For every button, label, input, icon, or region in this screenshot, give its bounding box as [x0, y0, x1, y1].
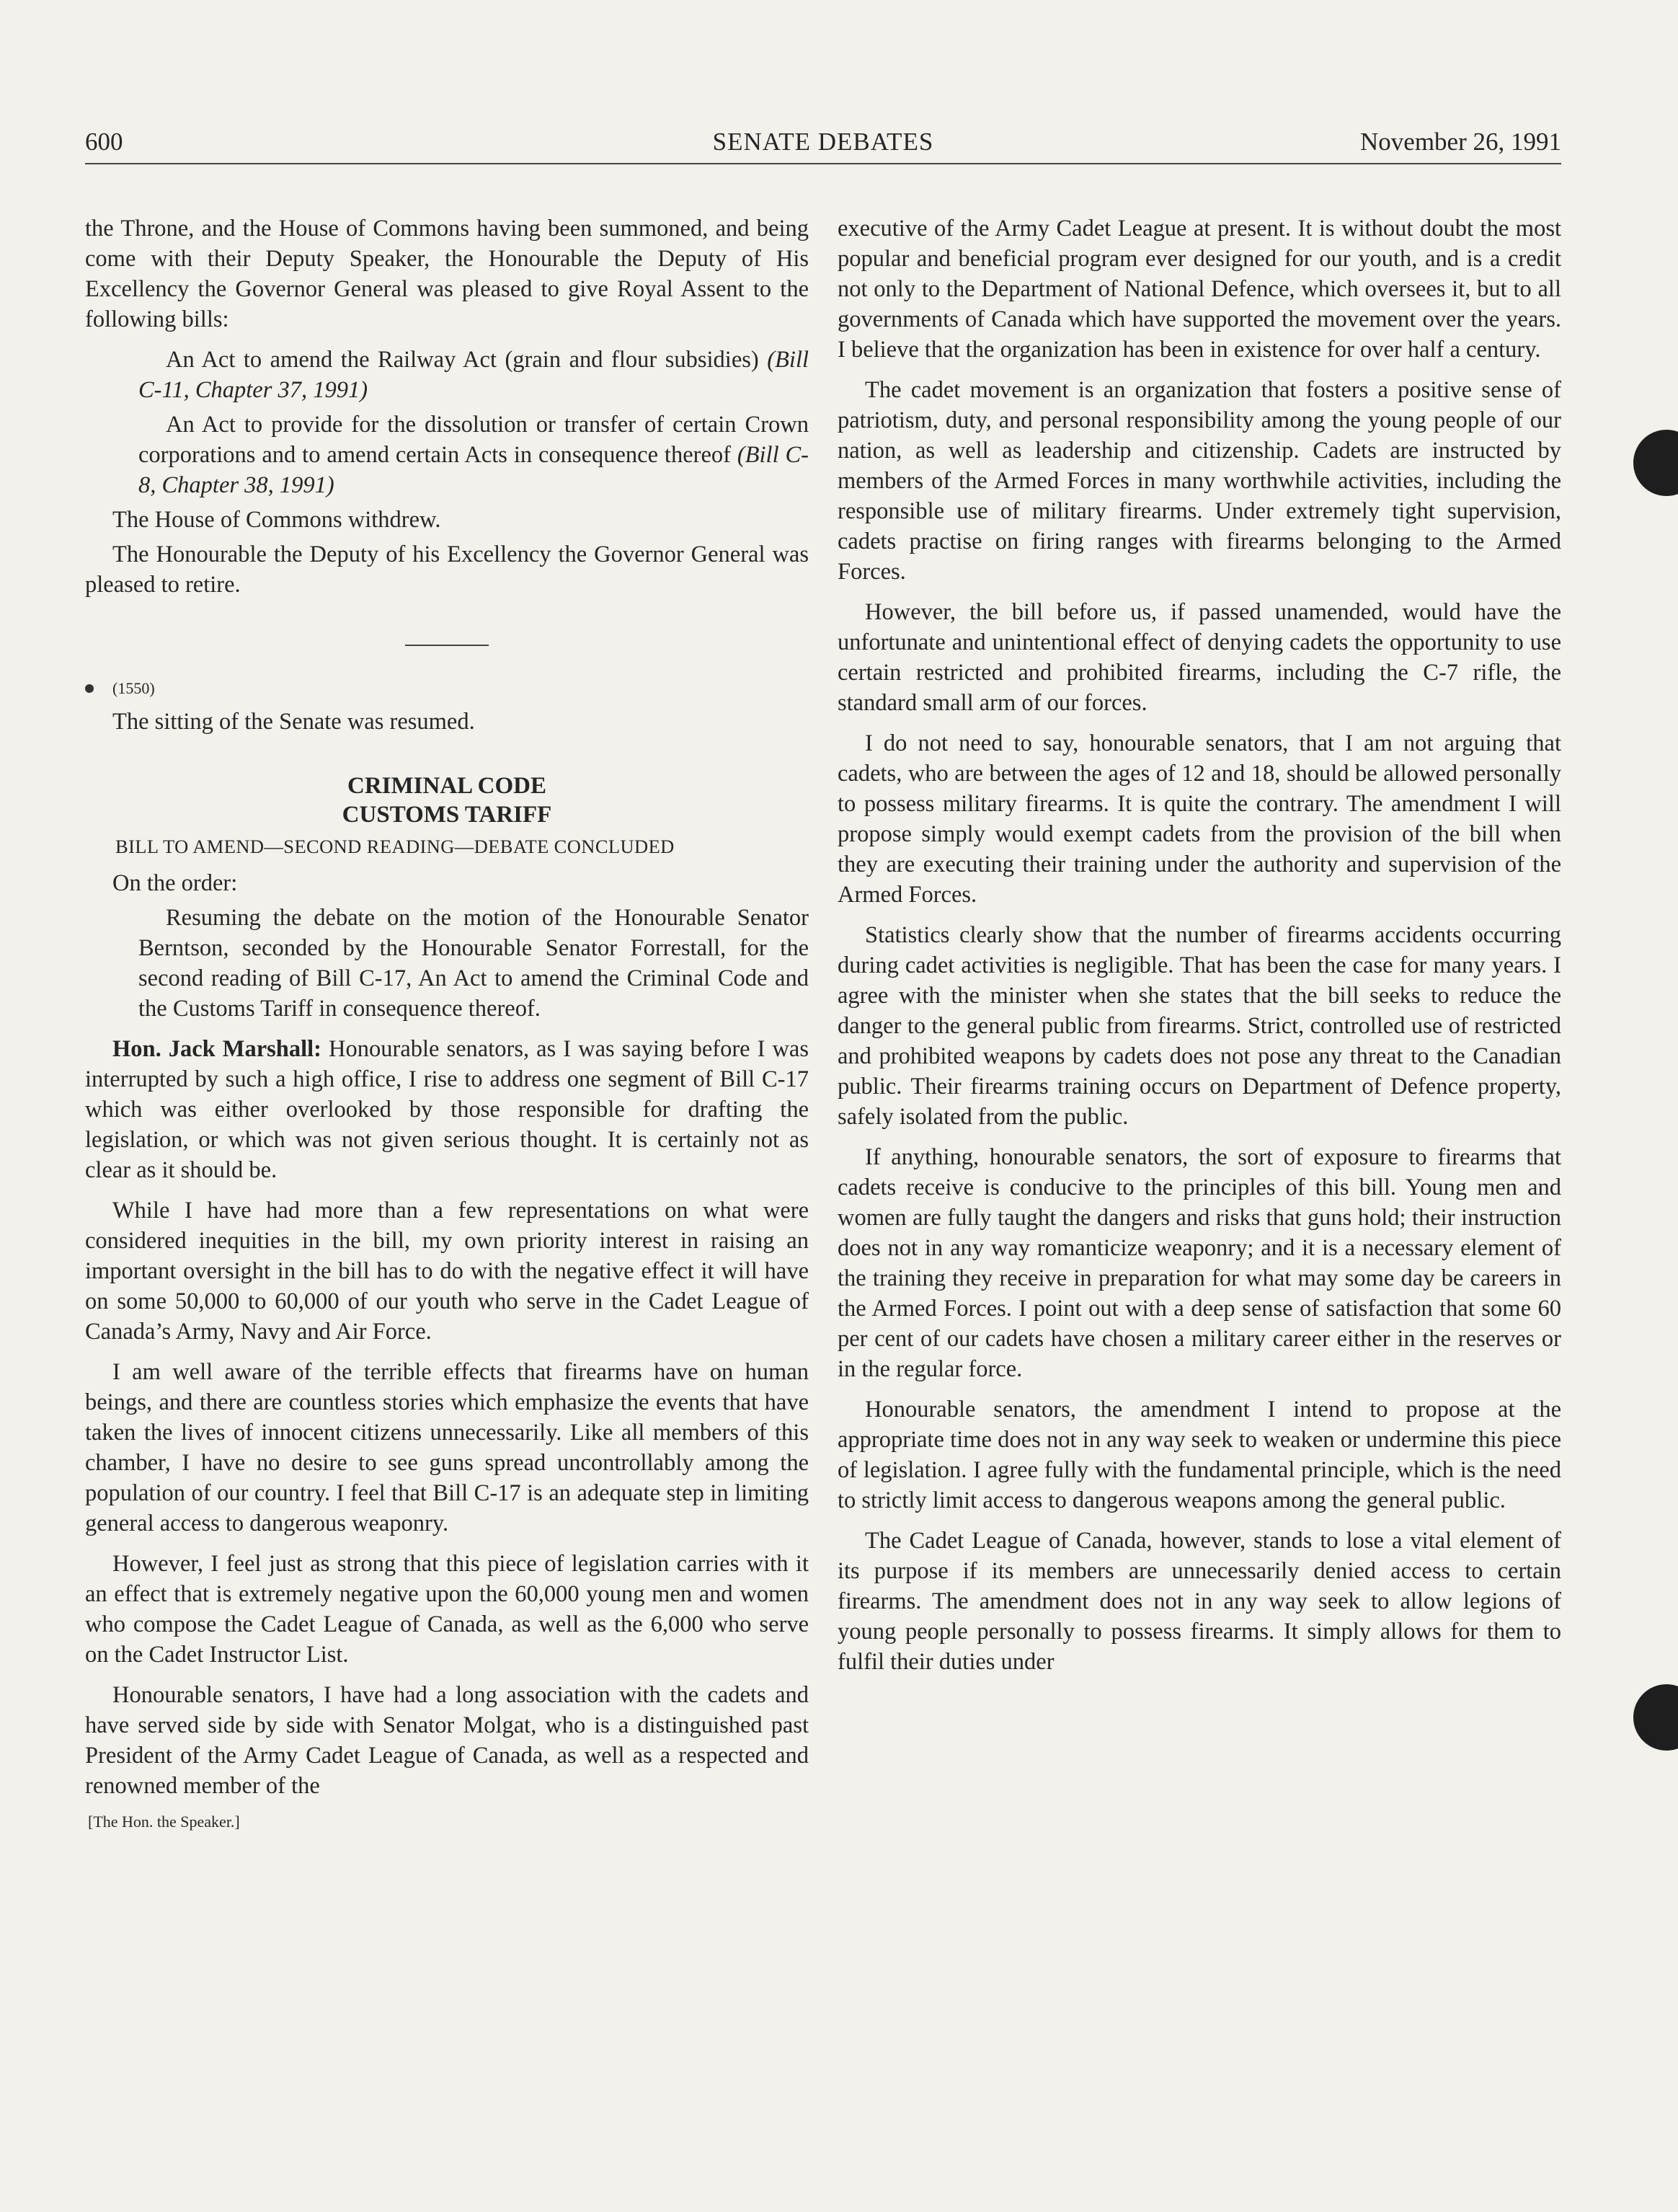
- motion-text: Resuming the debate on the motion of the Honourable Senator Berntson, seconded by the Honourable Senator Forrestall, for the second reading of Bill C-17, An Act to amend the Criminal Code and the Customs Tariff in consequence thereof.: [138, 905, 809, 1022]
- header-rule: [85, 163, 1561, 164]
- speaker-name: Hon. Jack Marshall:: [112, 1036, 321, 1062]
- page-header: [85, 124, 1561, 160]
- publication-title: SENATE DEBATES: [712, 128, 934, 156]
- paragraph: [85, 1034, 809, 1185]
- bill-title: An Act to amend the Railway Act (grain and flour subsidies): [166, 347, 768, 373]
- paragraph: I do not need to say, honourable senators, that I am not arguing that cadets, who are between the ages of 12 and 18, should be allowed personally to possess military firearms. It is quite the contrary. The amendment I will propose simply would exempt cadets from the provision of the bill when they are executing their training under the authority and supervision of the Armed Forces.: [838, 730, 1561, 908]
- paragraph: On the order:: [112, 870, 238, 896]
- publication-date: November 26, 1991: [1360, 128, 1561, 156]
- bill-reference: (Bill C-8, Chapter 38, 1991): [138, 442, 809, 498]
- section-subheading: BILL TO AMEND—SECOND READING—DEBATE CONCLUDED: [115, 836, 675, 857]
- paragraph: The Cadet League of Canada, however, stands to lose a vital element of its purpose if its members are unnecessarily denied access to certain firearms. The amendment does not in any way seek to allow legions of young people personally to possess firearms. It simply allows for them to fulfil their duties under: [838, 1528, 1561, 1675]
- bullet-icon: [85, 684, 94, 693]
- page-footer: [The Hon. the Speaker.]: [88, 1813, 240, 1831]
- binder-hole: [1633, 430, 1678, 496]
- time-stamp-text: (1550): [112, 679, 155, 697]
- bill-reference: (Bill C-11, Chapter 37, 1991): [138, 347, 809, 403]
- paragraph: However, the bill before us, if passed unamended, would have the unfortunate and unintentional effect of denying cadets the opportunity to use certain restricted and prohibited firearms, including the C-7 rifle, the standard small arm of our forces.: [838, 599, 1561, 716]
- speech-text: Honourable senators, as I was saying before I was interrupted by such a high office, I rise to address one segment of Bill C-17 which was either overlooked by those responsible for drafting the legislation, or which was not given serious thought. It is certainly not as clear as it should be.: [85, 1036, 809, 1183]
- page-number: 600: [85, 128, 123, 156]
- section-heading: CUSTOMS TARIFF: [342, 802, 552, 828]
- paragraph: The Honourable the Deputy of his Excellency the Governor General was pleased to retire.: [85, 541, 809, 598]
- paragraph: While I have had more than a few representations on what were considered inequities in the bill, my own priority interest in raising an important oversight in the bill has to do with the negative effect it will have on some 50,000 to 60,000 of our youth who serve in the Cadet League of Canada’s Army, Navy and Air Force.: [85, 1198, 809, 1345]
- paragraph: If anything, honourable senators, the sort of exposure to firearms that cadets receive is conducive to the principles of this bill. Young men and women are fully taught the dangers and risks that guns hold; their instruction does not in any way romanticize weaponry; and it is a necessary element of the training they receive in preparation for what may some day be careers in the Armed Forces. I point out with a deep sense of satisfaction that some 60 per cent of our cadets have chosen a military career either in the reserves or in the regular force.: [838, 1144, 1561, 1382]
- time-stamp: [85, 678, 809, 699]
- bill-item: [85, 410, 809, 500]
- left-column: [85, 213, 809, 1833]
- bill-item: [85, 345, 809, 405]
- paragraph: I am well aware of the terrible effects that firearms have on human beings, and there are countless stories which emphasize the events that have taken the lives of innocent citizens unnecessarily. Like all members of this chamber, I have no desire to see guns spread uncontrollably among the population of our country. I feel that Bill C-17 is an adequate step in limiting general access to dangerous weaponry.: [85, 1359, 809, 1536]
- paragraph: The sitting of the Senate was resumed.: [112, 709, 475, 735]
- paragraph: the Throne, and the House of Commons having been summoned, and being come with their Deputy Speaker, the Honourable the Deputy of His Excellency the Governor General was pleased to give Royal Assent to the following bills:: [85, 216, 809, 332]
- paragraph: Honourable senators, I have had a long association with the cadets and have served side by side with Senator Molgat, who is a distinguished past President of the Army Cadet League of Canada, as well as a respected and renowned member of the: [85, 1682, 809, 1799]
- section-separator: [405, 645, 489, 646]
- paragraph: However, I feel just as strong that this piece of legislation carries with it an effect that is extremely negative upon the 60,000 young men and women who compose the Cadet League of Canada, as well as the 6,000 who serve on the Cadet Instructor List.: [85, 1551, 809, 1668]
- paragraph: executive of the Army Cadet League at present. It is without doubt the most popular and beneficial program ever designed for our youth, and is a credit not only to the Department of National Defence, which oversees it, but to all governments of Canada which have supported the movement over the years. I believe that the organization has been in existence for over half a century.: [838, 216, 1561, 363]
- paragraph: The cadet movement is an organization that fosters a positive sense of patriotism, duty, and personal responsibility among the young people of our nation, as well as leadership and citizenship. Cadets are instructed by members of the Armed Forces in many worthwhile activities, including the responsible use of military firearms. Under extremely tight supervision, cadets practise on firing ranges with firearms belonging to the Armed Forces.: [838, 377, 1561, 585]
- paragraph: The House of Commons withdrew.: [112, 507, 441, 533]
- section-heading: CRIMINAL CODE: [347, 773, 546, 799]
- paragraph: Statistics clearly show that the number of firearms accidents occurring during cadet activities is negligible. That has been the case for many years. I agree with the minister when she states that the bill seeks to reduce the danger to the general public from firearms. Strict, controlled use of restricted and prohibited weapons by cadets does not pose any threat to the Canadian public. Their firearms training occurs on Department of Defence property, safely isolated from the public.: [838, 922, 1561, 1130]
- paragraph: Honourable senators, the amendment I intend to propose at the appropriate time does not in any way seek to weaken or undermine this piece of legislation. I agree fully with the fundamental principle, which is the need to strictly limit access to dangerous weapons among the general public.: [838, 1397, 1561, 1513]
- binder-hole: [1633, 1684, 1678, 1751]
- right-column: [838, 213, 1561, 1687]
- bill-title: An Act to provide for the dissolution or transfer of certain Crown corporations and to amend certain Acts in consequence thereof: [138, 412, 809, 468]
